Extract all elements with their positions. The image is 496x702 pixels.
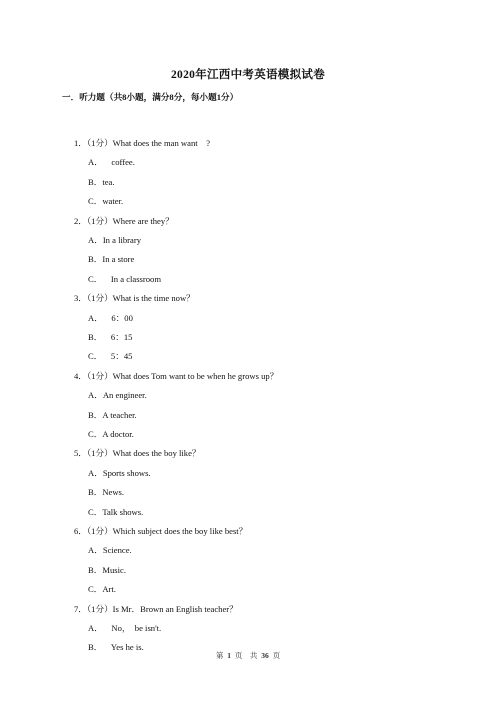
question-text: 1．（1分）What does the man want ? — [74, 138, 211, 148]
answer-option — [88, 468, 151, 479]
answer-option — [88, 507, 143, 518]
option-text: News. — [102, 487, 125, 498]
option-letter: B． — [88, 332, 103, 342]
answer-option — [88, 274, 161, 285]
option-letter: B． — [88, 564, 103, 575]
answer-option — [88, 157, 135, 168]
question-text: 3．（1分）What is the time now？ — [74, 293, 195, 304]
option-letter: C． — [88, 273, 103, 284]
option-text: In a store — [102, 254, 135, 265]
section-heading: 一．听力题（共8小题，满分8分，每小题1分） — [62, 92, 239, 102]
option-letter: B． — [88, 254, 103, 265]
option-text: A doctor. — [102, 429, 134, 439]
answer-option — [88, 351, 132, 362]
option-letter: B． — [88, 642, 103, 653]
option-letter: C． — [88, 429, 103, 439]
option-text: In a classroom — [102, 273, 162, 284]
footer-page-number: 1 — [227, 651, 231, 660]
option-letter: A． — [88, 157, 103, 168]
footer-total-pages: 36 — [261, 651, 269, 660]
option-text: Yes he is. — [102, 642, 144, 653]
question-text: 5．（1分）What does the boy like？ — [74, 448, 201, 459]
option-letter: A． — [88, 467, 103, 478]
option-letter: B． — [88, 487, 103, 498]
answer-option — [88, 177, 115, 188]
answer-option — [88, 565, 126, 576]
question-text: 7．（1分）Is Mr．Brown an English teacher？ — [74, 603, 238, 614]
answer-option — [88, 254, 134, 265]
option-letter: A． — [88, 623, 103, 633]
answer-option — [88, 410, 137, 421]
option-text: An engineer. — [102, 390, 147, 401]
answer-option — [88, 429, 134, 440]
option-text: 5：45 — [102, 351, 133, 362]
answer-option — [88, 545, 132, 556]
option-text: Talk shows. — [102, 506, 144, 517]
page-footer — [0, 650, 496, 661]
page-title: 2020年江西中考英语模拟试卷 — [171, 69, 325, 81]
option-letter: C． — [88, 584, 103, 595]
option-text: In a library — [102, 235, 141, 245]
option-text: No， be isn't. — [102, 623, 162, 633]
option-letter: A． — [88, 545, 103, 556]
question-text: 4．（1分）What does Tom want to be when he grows up？ — [74, 370, 279, 381]
footer-prefix: 第 — [215, 651, 224, 660]
option-text: 6：00 — [102, 312, 133, 323]
option-text: 6：15 — [102, 332, 133, 342]
answer-option — [88, 584, 116, 595]
option-text: water. — [102, 196, 124, 207]
answer-option — [88, 196, 123, 207]
option-letter: A． — [88, 312, 103, 323]
option-text: coffee. — [102, 157, 135, 168]
option-text: Science. — [102, 545, 132, 556]
option-text: Music. — [102, 564, 126, 575]
option-letter: A． — [88, 235, 103, 245]
answer-option — [88, 390, 147, 401]
footer-middle: 页 共 — [234, 651, 258, 660]
option-text: Art. — [102, 584, 116, 595]
answer-option — [88, 332, 132, 343]
option-letter: B． — [88, 176, 103, 187]
option-text: tea. — [102, 176, 115, 187]
option-letter: C． — [88, 196, 103, 207]
question-text: 6．（1分）Which subject does the boy like best？ — [74, 526, 248, 536]
option-letter: A． — [88, 390, 103, 401]
answer-option — [88, 487, 124, 498]
answer-option — [88, 313, 133, 324]
footer-suffix: 页 — [272, 651, 281, 660]
option-text: Sports shows. — [102, 467, 151, 478]
answer-option — [88, 235, 141, 246]
question-text: 2．（1分）Where are they？ — [74, 215, 174, 226]
option-letter: C． — [88, 506, 103, 517]
answer-option — [88, 623, 161, 634]
option-letter: C． — [88, 351, 103, 362]
option-text: A teacher. — [102, 409, 137, 420]
option-letter: B． — [88, 409, 103, 420]
